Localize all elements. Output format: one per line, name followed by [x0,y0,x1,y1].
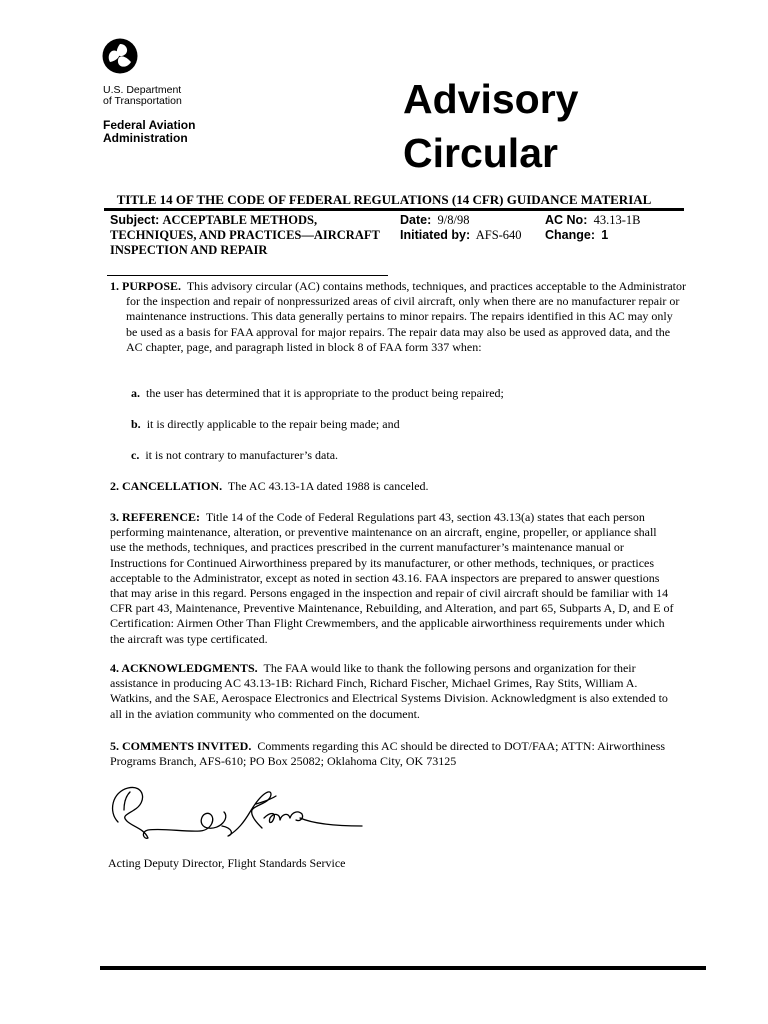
list-item [131,386,504,401]
subject-line2b: AIRCRAFT [313,228,380,242]
item-text: it is directly applicable to the repair being made; and [146,417,400,431]
subject-block [110,213,395,258]
footer-rule [100,966,706,970]
cancellation-text: The AC 43.13-1A dated 1988 is canceled. [227,479,429,493]
item-letter: a. [131,386,140,400]
initiated-by-label: Initiated by: [400,228,471,242]
header-rule [104,208,684,211]
handwritten-signature [104,782,366,848]
list-item [131,417,400,432]
acknowledgments-text: The FAA would like to thank the following persons and organization for their assistance in producing AC 43.13-1B: Richard Finch, Richard Fischer, Michael Grimes, Ray Stits, William A. Watkins, and the SAE, Aerospace Electronics and Electrical Systems Division. Acknowledgment is also extended to all in the aviation community who commented on the document. [110,661,668,721]
dot-name-line1: U.S. Department [103,84,182,96]
subject-line3: INSPECTION AND REPAIR [110,243,268,257]
item-text: the user has determined that it is appropriate to the product being repaired; [146,386,504,400]
section-cancellation [110,479,670,494]
date-label: Date: [400,213,432,227]
purpose-text: This advisory circular (AC) contains methods, techniques, and practices acceptable to the Administrator for the inspection and repair of nonpressurized areas of civil aircraft, only when there are no manufacturer repair or maintenance instructions. This data generally pertains to minor repairs. The repairs identified in this AC may only be used as a basis for FAA approval for major repairs. The repair data may also be used as approved data, and the AC chapter, page, and paragraph listed in block 8 of FAA form 337 when: [126,279,686,354]
cancellation-heading: 2. CANCELLATION. [110,479,223,493]
initiated-by-value: AFS-640 [475,228,522,242]
faa-name-line1: Federal Aviation [103,118,196,132]
section-reference [110,510,675,647]
comments-text: Comments regarding this AC should be directed to DOT/FAA; ATTN: Airworthiness Programs Branch, AFS-610; PO Box 25082; Oklahoma City, OK 73125 [110,739,666,769]
subject-label: Subject: [110,213,160,227]
document-title-line1: Advisory [403,76,579,122]
ac-number-block [545,213,685,243]
reference-heading: 3. REFERENCE: [110,510,201,524]
item-text: it is not contrary to manufacturer’s data. [145,448,339,462]
section-comments [110,739,675,769]
acknowledgments-heading: 4. ACKNOWLEDGMENTS. [110,661,258,675]
signer-title: Acting Deputy Director, Flight Standards Service [108,856,346,870]
section-purpose [110,279,686,355]
list-item [131,448,338,463]
subject-dash: — [301,228,314,242]
date-value: 9/8/98 [437,213,470,227]
document-title-line2: Circular [403,130,558,176]
dot-triskelion-icon [102,38,138,74]
ac-number-value: 43.13-1B [593,213,641,227]
item-letter: b. [131,417,141,431]
comments-heading: 5. COMMENTS INVITED. [110,739,252,753]
change-value: 1 [601,228,609,242]
subject-underline [107,275,388,276]
purpose-heading: 1. PURPOSE. [110,279,182,293]
subject-line1: ACCEPTABLE METHODS, [162,213,318,227]
dot-name-line2: of Transportation [103,95,182,107]
reference-text: Title 14 of the Code of Federal Regulations part 43, section 43.13(a) states that each person performing maintenance, alteration, or preventive maintenance on an aircraft, engine, propeller, or appliance shall use the methods, techniques, and practices prescribed in the current manufacturer’s maintenance manual or Instructions for Continued Airworthiness prepared by its manufacturer, or other methods, techniques, or practices acceptable to the Administrator, except as noted in section 43.16. FAA inspectors are prepared to answer questions that may arise in this regard. Persons engaged in the inspection and repair of civil aircraft should be familiar with 14 CFR part 43, Maintenance, Preventive Maintenance, Rebuilding, and Alteration, and part 65, Subparts A, D, and E of Certification: Airmen Other Than Flight Crewmembers, and the applicable airworthiness requirements under which the aircraft was type certificated. [110,510,674,646]
guidance-material-title: TITLE 14 OF THE CODE OF FEDERAL REGULATIONS (14 CFR) GUIDANCE MATERIAL [116,192,652,207]
change-label: Change: [545,228,595,242]
date-block [400,213,540,243]
subject-line2a: TECHNIQUES, AND PRACTICES [110,228,302,242]
faa-name-line2: Administration [103,131,188,145]
section-acknowledgments [110,661,675,722]
item-letter: c. [131,448,140,462]
ac-number-label: AC No: [545,213,588,227]
